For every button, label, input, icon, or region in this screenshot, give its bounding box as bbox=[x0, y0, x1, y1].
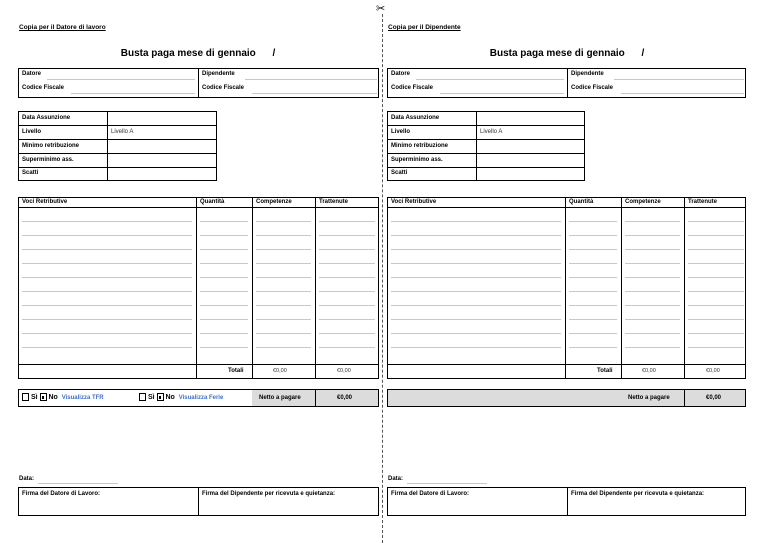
row-line bbox=[319, 305, 375, 306]
codice-fiscale-dip-label: Codice Fiscale bbox=[571, 85, 614, 91]
col-quantita: Quantità bbox=[569, 199, 594, 205]
info-label: Livello bbox=[22, 129, 42, 135]
row-line bbox=[391, 291, 561, 292]
codice-fiscale-dip-label: Codice Fiscale bbox=[202, 85, 245, 91]
row-line bbox=[200, 263, 248, 264]
row-line bbox=[319, 235, 375, 236]
row-line bbox=[391, 305, 561, 306]
visualizza-tfr-link[interactable]: Visualizza TFR bbox=[61, 394, 104, 401]
info-value[interactable]: Livello A bbox=[111, 129, 134, 135]
firme-box bbox=[18, 487, 379, 516]
info-table bbox=[18, 111, 217, 181]
info-label: Superminimo ass. bbox=[22, 157, 74, 163]
totali-competenze: €0,00 bbox=[273, 368, 287, 374]
row-line bbox=[22, 291, 192, 292]
row-line bbox=[319, 221, 375, 222]
col-trattenute: Trattenute bbox=[319, 199, 349, 205]
row-line bbox=[625, 221, 680, 222]
header-box bbox=[18, 68, 379, 98]
row-line bbox=[319, 291, 375, 292]
data-label: Data: bbox=[388, 476, 404, 482]
row-line bbox=[319, 249, 375, 250]
voci-table bbox=[387, 197, 746, 379]
row-line bbox=[319, 319, 375, 320]
row-line bbox=[319, 263, 375, 264]
row-line bbox=[569, 291, 617, 292]
page-title: Busta paga mese di gennaio / bbox=[489, 48, 645, 59]
row-line bbox=[569, 305, 617, 306]
info-label: Superminimo ass. bbox=[391, 157, 443, 163]
info-label: Scatti bbox=[391, 170, 408, 176]
row-line bbox=[22, 347, 192, 348]
row-line bbox=[569, 333, 617, 334]
netto-label: Netto a pagare bbox=[628, 395, 670, 401]
row-line bbox=[625, 249, 680, 250]
header-box bbox=[387, 68, 746, 98]
row-line bbox=[625, 277, 680, 278]
row-line bbox=[391, 249, 561, 250]
ferie-no-checkbox[interactable] bbox=[157, 393, 164, 401]
dipendente-label: Dipendente bbox=[202, 71, 235, 77]
datore-label: Datore bbox=[22, 71, 42, 77]
row-line bbox=[22, 249, 192, 250]
row-line bbox=[22, 277, 192, 278]
info-label: Minimo retribuzione bbox=[22, 143, 79, 149]
col-quantita: Quantità bbox=[200, 199, 225, 205]
row-line bbox=[391, 221, 561, 222]
row-line bbox=[569, 319, 617, 320]
row-line bbox=[256, 277, 311, 278]
row-line bbox=[391, 235, 561, 236]
row-line bbox=[625, 347, 680, 348]
codice-fiscale-label: Codice Fiscale bbox=[22, 85, 65, 91]
row-line bbox=[200, 305, 248, 306]
tfr-si-label: Sì bbox=[30, 393, 38, 401]
row-line bbox=[688, 235, 744, 236]
row-line bbox=[256, 319, 311, 320]
netto-label: Netto a pagare bbox=[259, 395, 301, 401]
row-line bbox=[256, 221, 311, 222]
row-line bbox=[688, 221, 744, 222]
ferie-si-checkbox[interactable] bbox=[139, 393, 146, 401]
row-line bbox=[256, 235, 311, 236]
netto-value: €0,00 bbox=[337, 395, 353, 401]
data-field[interactable] bbox=[407, 483, 487, 484]
row-line bbox=[22, 333, 192, 334]
info-label: Minimo retribuzione bbox=[391, 143, 448, 149]
row-line bbox=[391, 319, 561, 320]
row-line bbox=[256, 333, 311, 334]
page-title: Busta paga mese di gennaio / bbox=[120, 48, 276, 59]
row-line bbox=[625, 333, 680, 334]
row-line bbox=[688, 319, 744, 320]
row-line bbox=[688, 249, 744, 250]
row-line bbox=[688, 347, 744, 348]
row-line bbox=[688, 277, 744, 278]
codice-fiscale-field[interactable] bbox=[440, 93, 564, 94]
codice-fiscale-dip-field[interactable] bbox=[252, 93, 377, 94]
row-line bbox=[319, 333, 375, 334]
row-line bbox=[22, 305, 192, 306]
codice-fiscale-label: Codice Fiscale bbox=[391, 85, 434, 91]
netto-bar bbox=[18, 389, 379, 407]
row-line bbox=[391, 333, 561, 334]
col-competenze: Competenze bbox=[625, 199, 661, 205]
totali-label: Totali bbox=[597, 368, 613, 374]
dipendente-field[interactable] bbox=[614, 79, 744, 80]
cut-line bbox=[382, 14, 383, 543]
row-line bbox=[391, 263, 561, 264]
row-line bbox=[391, 277, 561, 278]
firma-dipendente-label: Firma del Dipendente per ricevuta e quietanza: bbox=[202, 491, 336, 497]
row-line bbox=[22, 235, 192, 236]
row-line bbox=[200, 319, 248, 320]
datore-field[interactable] bbox=[47, 79, 195, 80]
tfr-no-label: No bbox=[48, 393, 58, 401]
col-voci: Voci Retributive bbox=[22, 199, 68, 205]
row-line bbox=[200, 291, 248, 292]
row-line bbox=[200, 221, 248, 222]
employer-copy bbox=[18, 0, 380, 543]
row-line bbox=[200, 277, 248, 278]
copy-label: Copia per il Dipendente bbox=[388, 24, 461, 31]
row-line bbox=[569, 263, 617, 264]
row-line bbox=[256, 263, 311, 264]
netto-bar bbox=[387, 389, 746, 407]
firma-dipendente-label: Firma del Dipendente per ricevuta e quietanza: bbox=[571, 491, 705, 497]
info-label: Data Assunzione bbox=[391, 115, 440, 121]
info-value[interactable]: Livello A bbox=[480, 129, 503, 135]
row-line bbox=[256, 347, 311, 348]
dipendente-field[interactable] bbox=[245, 79, 377, 80]
row-line bbox=[22, 221, 192, 222]
row-line bbox=[200, 333, 248, 334]
row-line bbox=[200, 347, 248, 348]
info-table bbox=[387, 111, 585, 181]
row-line bbox=[22, 263, 192, 264]
totali-trattenute: €0,00 bbox=[706, 368, 720, 374]
dipendente-label: Dipendente bbox=[571, 71, 604, 77]
row-line bbox=[256, 249, 311, 250]
tfr-no-checkbox[interactable] bbox=[40, 393, 47, 401]
netto-value: €0,00 bbox=[706, 395, 722, 401]
codice-fiscale-dip-field[interactable] bbox=[621, 93, 744, 94]
visualizza-ferie-link[interactable]: Visualizza Ferie bbox=[178, 394, 224, 401]
row-line bbox=[688, 263, 744, 264]
row-line bbox=[625, 305, 680, 306]
scissors-icon: ✂ bbox=[376, 3, 386, 15]
data-label: Data: bbox=[19, 476, 35, 482]
row-line bbox=[625, 263, 680, 264]
row-line bbox=[200, 249, 248, 250]
info-label: Livello bbox=[391, 129, 411, 135]
row-line bbox=[569, 347, 617, 348]
row-line bbox=[569, 235, 617, 236]
employee-copy bbox=[387, 0, 749, 543]
row-line bbox=[625, 235, 680, 236]
col-trattenute: Trattenute bbox=[688, 199, 718, 205]
tfr-si-checkbox[interactable] bbox=[22, 393, 29, 401]
totali-label: Totali bbox=[228, 368, 244, 374]
row-line bbox=[200, 235, 248, 236]
row-line bbox=[319, 277, 375, 278]
ferie-no-label: No bbox=[165, 393, 175, 401]
totali-competenze: €0,00 bbox=[642, 368, 656, 374]
col-voci: Voci Retributive bbox=[391, 199, 437, 205]
row-line bbox=[22, 319, 192, 320]
codice-fiscale-field[interactable] bbox=[71, 93, 195, 94]
voci-table bbox=[18, 197, 379, 379]
firme-box bbox=[387, 487, 746, 516]
row-line bbox=[391, 347, 561, 348]
row-line bbox=[625, 319, 680, 320]
totali-trattenute: €0,00 bbox=[337, 368, 351, 374]
firma-datore-label: Firma del Datore di Lavoro: bbox=[22, 491, 101, 497]
row-line bbox=[569, 221, 617, 222]
data-field[interactable] bbox=[38, 483, 118, 484]
row-line bbox=[688, 333, 744, 334]
row-line bbox=[569, 277, 617, 278]
row-line bbox=[256, 305, 311, 306]
row-line bbox=[688, 291, 744, 292]
ferie-si-label: Sì bbox=[147, 393, 155, 401]
row-line bbox=[688, 305, 744, 306]
info-label: Scatti bbox=[22, 170, 39, 176]
col-competenze: Competenze bbox=[256, 199, 292, 205]
datore-field[interactable] bbox=[416, 79, 564, 80]
info-label: Data Assunzione bbox=[22, 115, 71, 121]
row-line bbox=[319, 347, 375, 348]
copy-label: Copia per il Datore di lavoro bbox=[19, 24, 106, 31]
row-line bbox=[569, 249, 617, 250]
row-line bbox=[625, 291, 680, 292]
datore-label: Datore bbox=[391, 71, 411, 77]
firma-datore-label: Firma del Datore di Lavoro: bbox=[391, 491, 470, 497]
row-line bbox=[256, 291, 311, 292]
